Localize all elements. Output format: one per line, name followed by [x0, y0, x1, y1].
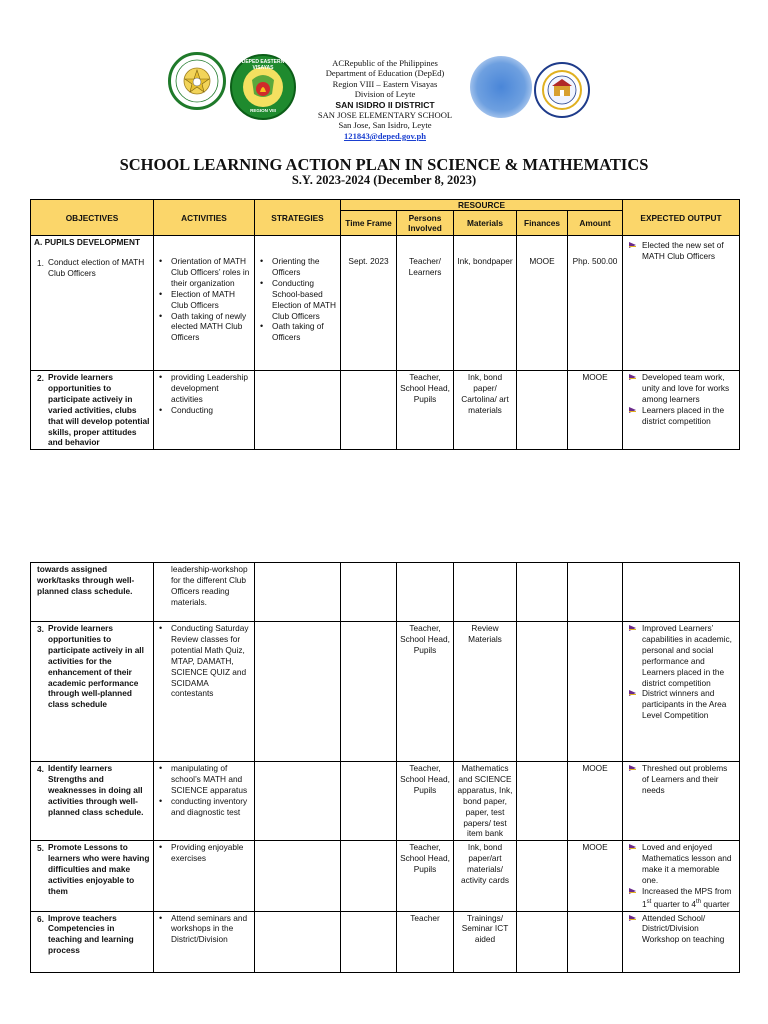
strategies-cell: [255, 563, 341, 622]
col-materials: Materials: [454, 211, 517, 236]
activities-cell: [154, 762, 255, 841]
objective-number: 4.: [37, 764, 44, 774]
objective-cell: [31, 563, 154, 622]
activity-item: • Conducting Saturday Review classes for potential Math Quiz, MTAP, DAMATH, SCIENCE QUIZ and SCIDAMA contestants: [157, 623, 251, 699]
materials-cell: Ink, bondpaper: [454, 236, 517, 371]
objective-text: Promote Lessons to learners who were having difficulties and make activities enjoyable to them: [48, 842, 150, 896]
expected-output-cell: [623, 371, 740, 450]
objective-text: Identify learners Strengths and weaknesses in doing all activities through well-planned class schedule.: [48, 763, 144, 817]
finances-cell: [517, 841, 568, 911]
strategies-cell: [255, 841, 341, 911]
materials-cell: Mathematics and SCIENCE apparatus, Ink, bond paper, paper, test papers/ test item bank: [454, 762, 517, 841]
time-frame-cell: [341, 371, 397, 450]
output-item: Elected the new set of MATH Club Officers: [626, 240, 736, 262]
persons-cell: Teacher: [397, 911, 454, 972]
table-row: [31, 841, 740, 911]
activity-text: leadership-workshop for the different Club Officers reading materials.: [171, 564, 248, 607]
activity-item: • Orientation of MATH Club Officers’ roles in their organization: [157, 256, 251, 289]
time-frame-cell: [341, 911, 397, 972]
strategy-item: • Orienting the Officers: [258, 256, 337, 278]
deped-logo-text: DEPED EASTERN VISAYAS: [241, 59, 285, 71]
persons-cell: Teacher, School Head, Pupils: [397, 762, 454, 841]
activity-item: • providing Leadership development activities: [157, 372, 251, 405]
letterhead: [290, 58, 480, 141]
objective-text: Conduct election of MATH Club Officers: [48, 256, 145, 278]
letterhead-line: Department of Education (DepEd): [325, 68, 445, 79]
objective: [34, 842, 150, 897]
amount-cell: Php. 500.00: [568, 236, 623, 371]
output-item: Threshed out problems of Learners and their needs: [626, 763, 736, 796]
section-heading: A. PUPILS DEVELOPMENT: [34, 237, 141, 247]
objective-text: Provide learners opportunities to participate activeiy in all activities for the enhancement of their academic performance through well-planned class schedule: [48, 623, 144, 710]
time-frame-cell: Sept. 2023: [341, 236, 397, 371]
col-expected-output: EXPECTED OUTPUT: [623, 200, 740, 236]
strategies-cell: [255, 911, 341, 972]
persons-cell: Teacher, School Head, Pupils: [397, 622, 454, 762]
time-frame-cell: [341, 762, 397, 841]
activities-cell: [154, 622, 255, 762]
amount-cell: [568, 911, 623, 972]
expected-output-cell: [623, 622, 740, 762]
objective-cell: [31, 841, 154, 911]
activity-item: • manipulating of school’s MATH and SCIENCE apparatus: [157, 763, 251, 796]
table-row: [31, 563, 740, 622]
output-item: Developed team work, unity and love for works among learners: [626, 372, 736, 405]
output-item: Increased the MPS from 1st quarter to 4th quarter: [626, 886, 736, 910]
table-row: [31, 622, 740, 762]
objective-text: Improve teachers Competencies in teaching and learning process: [48, 912, 134, 956]
amount-cell: MOOE: [568, 762, 623, 841]
strategy-item: • Conducting School-based Election of MATH Club Officers: [258, 278, 337, 322]
expected-output-cell: [623, 762, 740, 841]
time-frame-cell: [341, 841, 397, 911]
objective-number: 3.: [37, 624, 44, 634]
expected-output-cell: [623, 236, 740, 371]
output-item: Loved and enjoyed Mathematics lesson and make it a memorable one.: [626, 842, 736, 886]
col-activities: ACTIVITIES: [154, 200, 255, 236]
objective-cell: [31, 371, 154, 450]
deped-logo-subtext: REGION VIII: [250, 108, 276, 113]
col-objectives: OBJECTIVES: [31, 200, 154, 236]
expected-output-cell: [623, 841, 740, 911]
objective: [34, 623, 150, 710]
finances-cell: [517, 911, 568, 972]
activities-cell: [154, 841, 255, 911]
expected-output-cell: [623, 563, 740, 622]
deped-eastern-visayas-logo: [230, 54, 296, 120]
document-title: SCHOOL LEARNING ACTION PLAN IN SCIENCE & MATHEMATICS: [119, 155, 649, 174]
output-item: District winners and participants in the Area Level Competition: [626, 688, 736, 721]
letterhead-line: Division of Leyte: [354, 89, 416, 100]
col-persons-involved: Persons Involved: [397, 211, 454, 236]
col-time-frame: Time Frame: [341, 211, 397, 236]
strategies-cell: [255, 762, 341, 841]
amount-cell: MOOE: [568, 841, 623, 911]
activity-item: • Election of MATH Club Officers: [157, 289, 251, 311]
strategy-item: • Oath taking of Officers: [258, 321, 337, 343]
objective-number: 6.: [37, 913, 44, 924]
action-plan-table-2: [30, 562, 740, 973]
output-item: Attended School/ District/Division Workshop on teaching: [626, 913, 736, 946]
strategies-cell: [255, 236, 341, 371]
objective: [34, 372, 150, 448]
document-subtitle: S.Y. 2023-2024 (December 8, 2023): [291, 173, 477, 187]
district-name: SAN ISIDRO II DISTRICT: [335, 99, 435, 110]
col-amount: Amount: [568, 211, 623, 236]
activities-cell: [154, 911, 255, 972]
finances-cell: [517, 563, 568, 622]
finances-cell: [517, 371, 568, 450]
objective: [34, 564, 150, 597]
objective: [34, 913, 150, 957]
objective: [34, 257, 150, 279]
school-logo: [534, 62, 590, 118]
objective-text: Provide learners opportunities to participate activeiy in varied activities, clubs that will develop potential skills, proper attitudes and behavior: [48, 372, 150, 448]
col-resource: RESOURCE: [341, 200, 623, 211]
school-email-link[interactable]: 121843@deped.gov.ph: [343, 130, 426, 141]
materials-cell: [454, 563, 517, 622]
amount-cell: MOOE: [568, 371, 623, 450]
finances-cell: MOOE: [517, 236, 568, 371]
activities-cell: [154, 371, 255, 450]
persons-cell: Teacher, School Head, Pupils: [397, 841, 454, 911]
school-name: SAN JOSE ELEMENTARY SCHOOL: [317, 110, 453, 121]
col-strategies: STRATEGIES: [255, 200, 341, 236]
materials-cell: Trainings/ Seminar ICT aided: [454, 911, 517, 972]
materials-cell: Ink, bond paper/ Cartolina/ art materials: [454, 371, 517, 450]
table-row: [31, 911, 740, 972]
table-row: [31, 762, 740, 841]
table-row: [31, 371, 740, 450]
objective: [34, 763, 150, 818]
finances-cell: [517, 622, 568, 762]
amount-cell: [568, 563, 623, 622]
activity-item: • Conducting: [157, 405, 251, 416]
objective-number: 1.: [37, 257, 44, 268]
finances-cell: [517, 762, 568, 841]
school-address: San Jose, San Isidro, Leyte: [338, 120, 432, 131]
expected-output-cell: [623, 911, 740, 972]
objective-cell: [31, 911, 154, 972]
objective-cell: [31, 622, 154, 762]
col-finances: Finances: [517, 211, 568, 236]
objective-cell: [31, 762, 154, 841]
activity-item: • conducting inventory and diagnostic test: [157, 796, 251, 818]
strategies-cell: [255, 622, 341, 762]
materials-cell: Ink, bond paper/art materials/ activity cards: [454, 841, 517, 911]
letterhead-line: Region VIII – Eastern Visayas: [332, 78, 438, 89]
strategies-cell: [255, 371, 341, 450]
persons-cell: Teacher, School Head, Pupils: [397, 371, 454, 450]
output-item: Improved Learners’ capabilities in academic, personal and social performance and Learners placed in the district competition: [626, 623, 736, 688]
amount-cell: [568, 622, 623, 762]
objective-number: 2.: [37, 373, 44, 383]
time-frame-cell: [341, 622, 397, 762]
objective-text: towards assigned work/tasks through well-planned class schedule.: [37, 564, 135, 596]
activity-item: • Providing enjoyable exercises: [157, 842, 251, 864]
materials-cell: Review Materials: [454, 622, 517, 762]
time-frame-cell: [341, 563, 397, 622]
schools-division-leyte-logo: [168, 52, 226, 110]
objective-number: 5.: [37, 843, 44, 854]
output-item: Learners placed in the district competition: [626, 405, 736, 427]
action-plan-table-1: [30, 199, 740, 450]
persons-cell: Teacher/ Learners: [397, 236, 454, 371]
activity-item: • Oath taking of newly elected MATH Club Officers: [157, 311, 251, 344]
table-row: [31, 236, 740, 371]
persons-cell: [397, 563, 454, 622]
activities-cell: [154, 563, 255, 622]
objective-cell: [31, 236, 154, 371]
letterhead-line: ACRepublic of the Philippines: [332, 58, 438, 68]
activity-item: • Attend seminars and workshops in the District/Division: [157, 913, 251, 946]
activities-cell: [154, 236, 255, 371]
